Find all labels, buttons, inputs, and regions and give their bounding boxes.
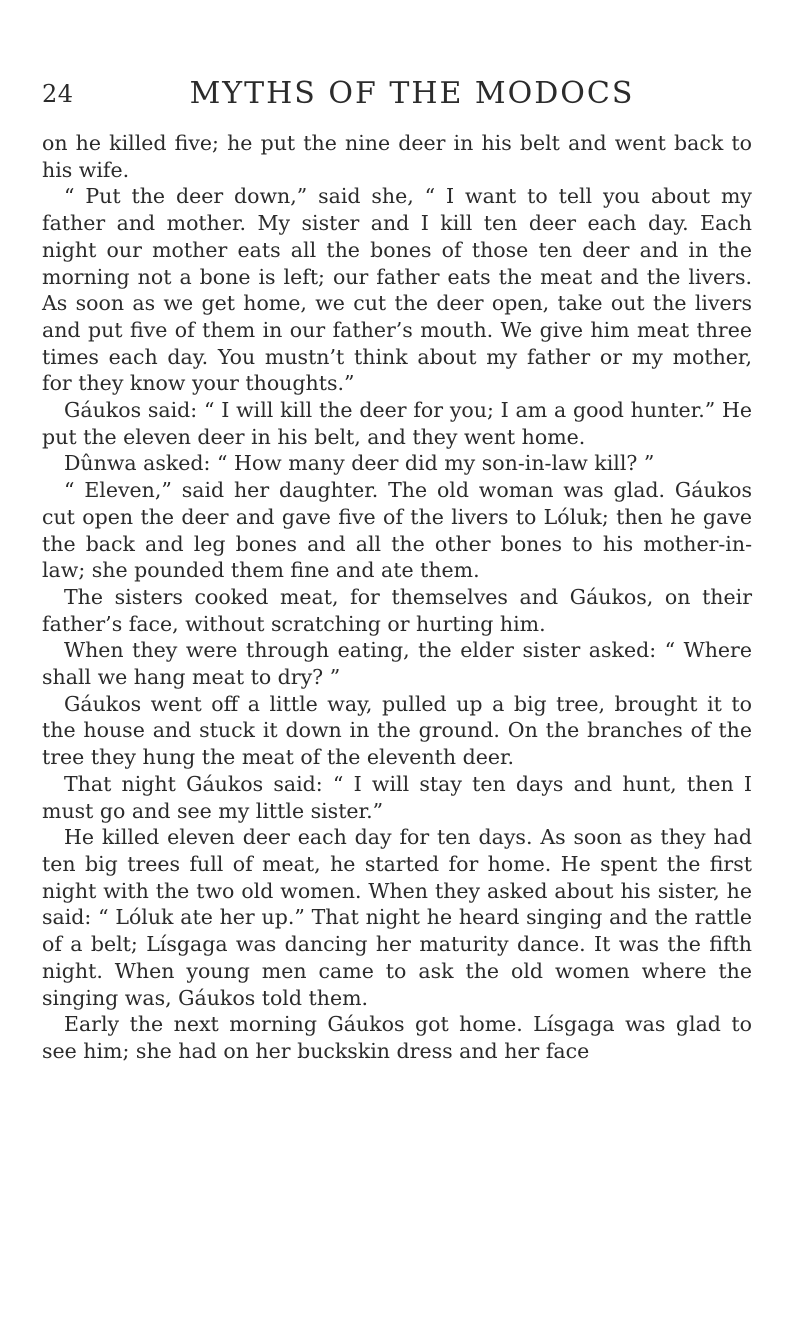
- paragraph-10: He killed eleven deer each day for ten days. As soon as they had ten big trees full of meat, he started for home. He spent the first night with the two old women. When they asked about his sister, he said: “ Lóluk ate her up.” That night he heard singing and the rattle of a belt; Lísgaga was dancing her maturity dance. It was the fifth night. When young men came to ask the old women where the singing was, Gáukos told them.: [42, 825, 752, 1010]
- body-text: [42, 130, 752, 1065]
- paragraph-4: Dûnwa asked: “ How many deer did my son-in-law kill? ”: [64, 451, 655, 476]
- paragraph-8: Gáukos went off a little way, pulled up a big tree, brought it to the house and stuck it down in the ground. On the branches of the tree they hung the meat of the eleventh deer.: [42, 691, 752, 770]
- paragraph-2: “ Put the deer down,” said she, “ I want to tell you about my father and mother. My sister and I kill ten deer each day. Each night our mother eats all the bones of those ten deer and in the morning not a bone is left; our father eats the meat and the livers. As soon as we get home, we cut the deer open, take out the livers and put five of them in our father’s mouth. We give him meat three times each day. You mustn’t think about my father or my mother, for they know your thoughts.”: [42, 184, 752, 396]
- paragraph-3: Gáukos said: “ I will kill the deer for you; I am a good hunter.” He put the eleven deer in his belt, and they went home.: [42, 398, 752, 449]
- paragraph-11: Early the next morning Gáukos got home. Lísgaga was glad to see him; she had on her buckskin dress and her face: [42, 1012, 752, 1063]
- running-head: [42, 76, 742, 120]
- running-title: MYTHS OF THE MODOCS: [189, 76, 635, 111]
- page-number: 24: [42, 80, 74, 108]
- paragraph-7: When they were through eating, the elder sister asked: “ Where shall we hang meat to dry? ”: [42, 638, 752, 690]
- paragraph-6: The sisters cooked meat, for themselves and Gáukos, on their father’s face, without scratching or hurting him.: [42, 584, 752, 636]
- paragraph-9: That night Gáukos said: “ I will stay ten days and hunt, then I must go and see my little sister.”: [42, 771, 752, 823]
- paragraph-5: “ Eleven,” said her daughter. The old woman was glad. Gáukos cut open the deer and gave five of the livers to Lóluk; then he gave the back and leg bones and all the other bones to his mother-in-law; she pounded them fine and ate them.: [42, 478, 752, 583]
- paragraph-1: on he killed five; he put the nine deer in his belt and went back to his wife.: [42, 131, 752, 182]
